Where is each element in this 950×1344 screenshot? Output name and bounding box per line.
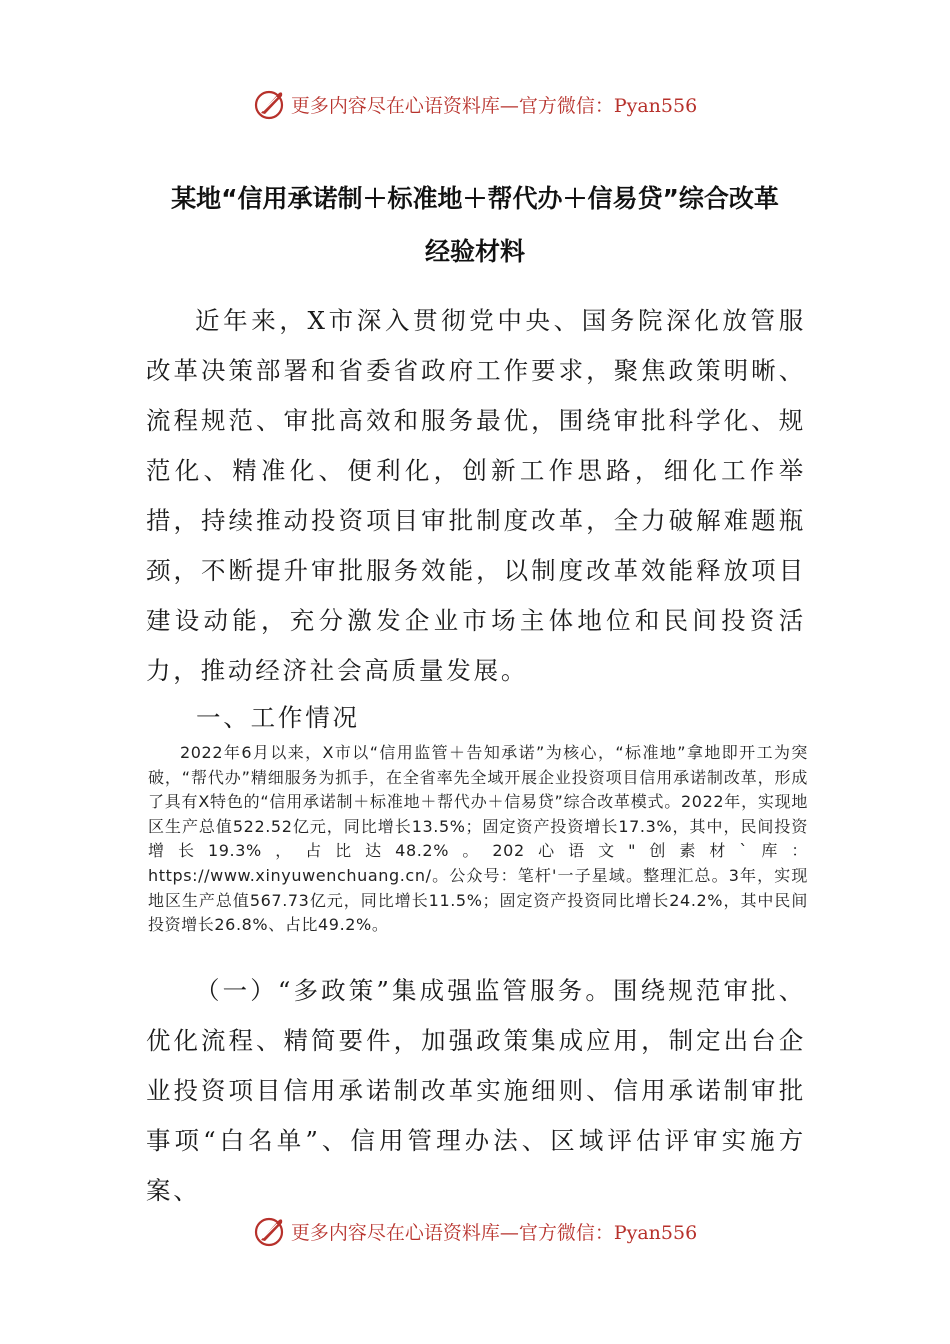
watermark-banner-top — [0, 84, 950, 124]
intro-paragraph: 近年来，X市深入贯彻党中央、国务院深化放管服改革决策部署和省委省政府工作要求，聚焦政策明晰、流程规范、审批高效和服务最优，围绕审批科学化、规范化、精准化、便利化，创新工作思路，细化工作举措，持续推动投资项目审批制度改革，全力破解难题瓶颈，不断提升审批服务效能，以制度改革效能释放项目建设动能，充分激发企业市场主体地位和民间投资活力，推动经济社会高质量发展。 — [146, 306, 806, 685]
section-heading: 一、工作情况 — [196, 703, 360, 732]
title-line-1: 某地“信用承诺制＋标准地＋帮代办＋信易贷”综合改革 — [171, 184, 779, 213]
watermark-banner-bottom — [0, 1211, 950, 1251]
watermark-text: 更多内容尽在心语资料库—官方微信：Pyan556 — [290, 1221, 698, 1244]
section-body-paragraph: 2022年6月以来，X市以“信用监管＋告知承诺”为核心，“标准地”拿地即开工为突破，“帮代办”精细服务为抓手，在全省率先全域开展企业投资项目信用承诺制改革，形成了具有X特色的“信用承诺制＋标准地＋帮代办＋信易贷”综合改革模式。2022年，实现地区生产总值522.52亿元，同比增长13.5%；固定资产投资增长17.3%，其中，民间投资增长19.3%，占比达48.2%。202心语文"创素材`库：https://www.xinyuwenchuang.cn/。公众号：笔杆'一子星域。整理汇总。3年，实现地区生产总值567.73亿元，同比增长11.5%；固定资产投资同比增长24.2%，其中民间投资增长26.8%、占比49.2%。 — [148, 743, 808, 935]
subsection-paragraph: （一）“多政策”集成强监管服务。围绕规范审批、优化流程、精简要件，加强政策集成应用，制定出台企业投资项目信用承诺制改革实施细则、信用承诺制审批事项“白名单”、信用管理办法、区域评估评审实施方案、 — [146, 976, 806, 1205]
watermark-text: 更多内容尽在心语资料库—官方微信：Pyan556 — [290, 94, 698, 117]
quill-circle-logo-icon — [253, 87, 287, 121]
quill-circle-logo-icon — [253, 1214, 287, 1248]
title-line-2: 经验材料 — [424, 237, 525, 266]
document-title — [140, 172, 810, 278]
